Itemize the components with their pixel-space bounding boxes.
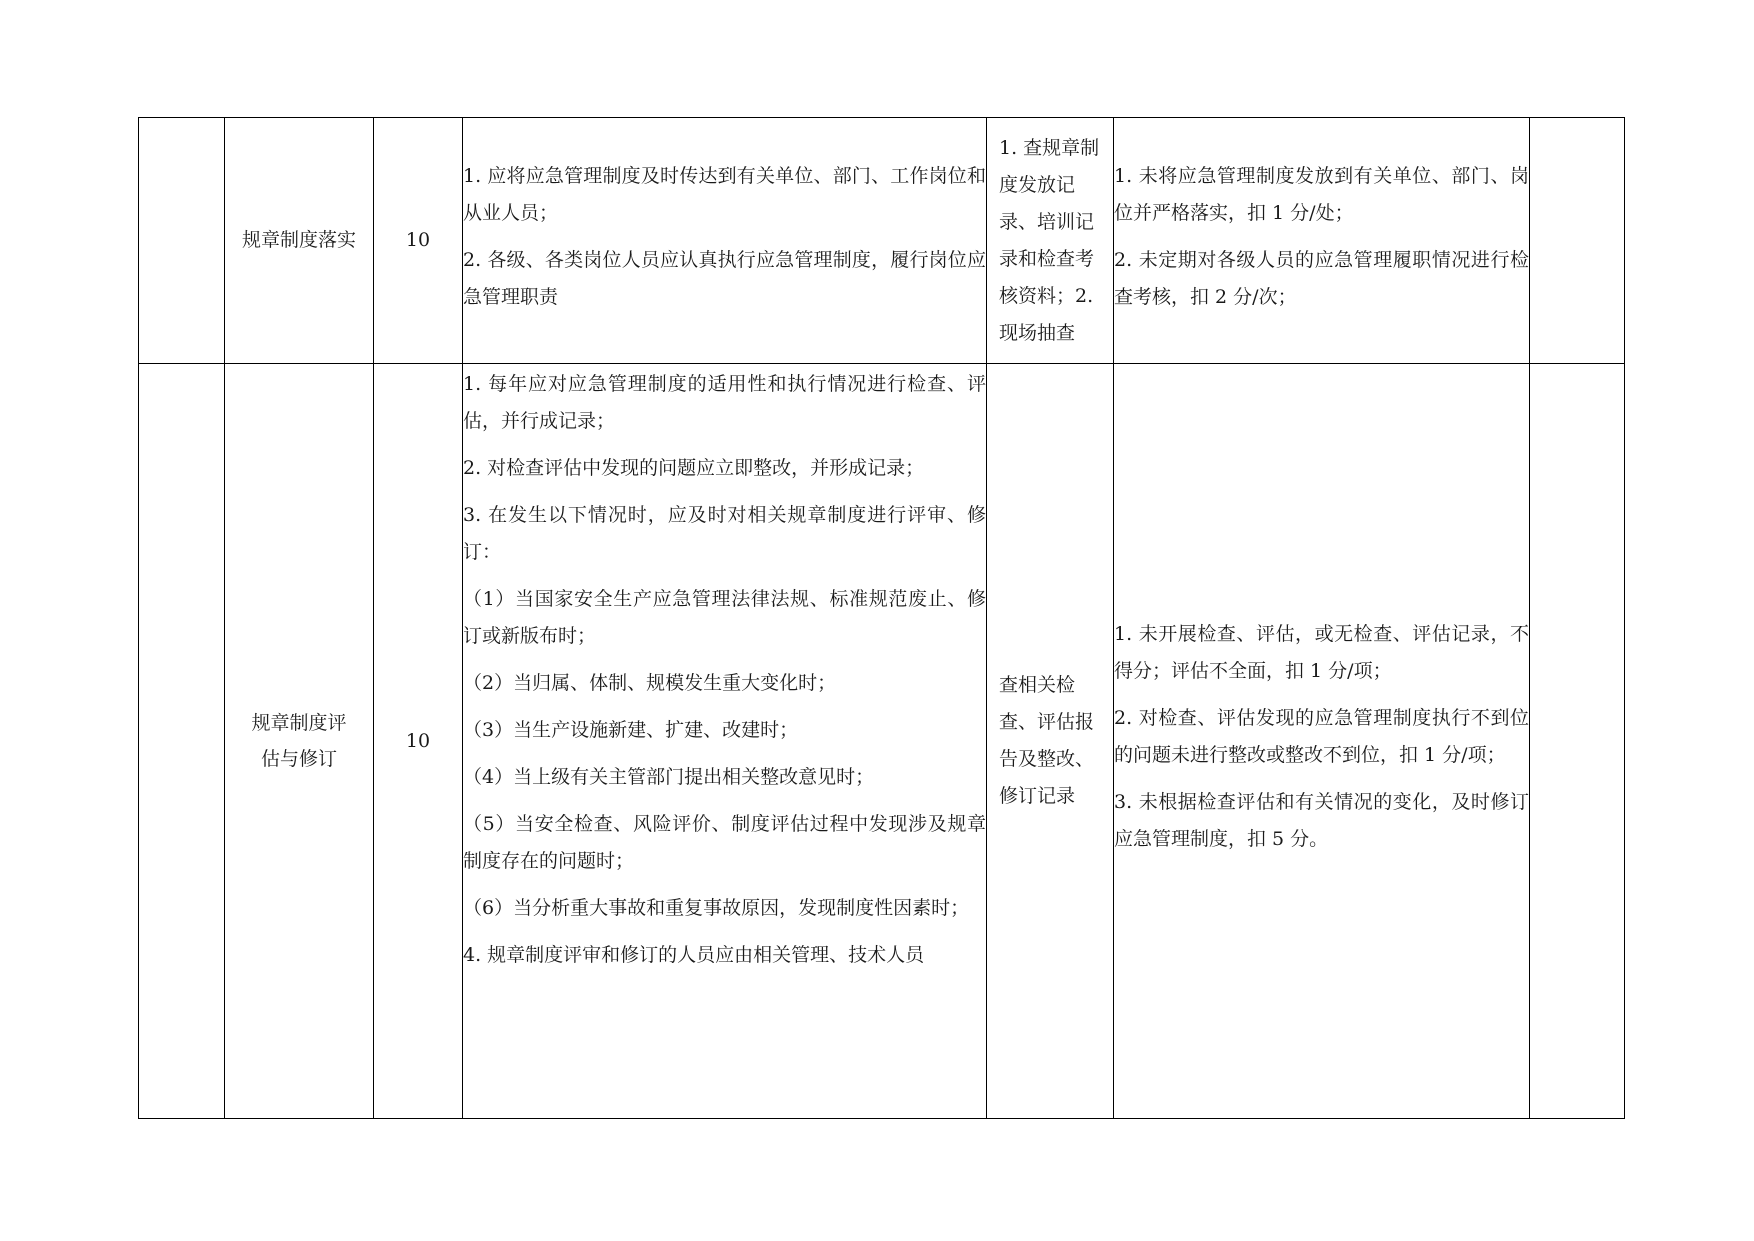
requirement-text: 3. 在发生以下情况时，应及时对相关规章制度进行评审、修订：	[463, 504, 986, 563]
requirement-text: （4）当上级有关主管部门提出相关整改意见时；	[463, 766, 875, 788]
deduction-text: 2. 对检查、评估发现的应急管理制度执行不到位的问题未进行整改或整改不到位，扣 1 分/项；	[1114, 707, 1529, 766]
table-row	[139, 364, 1625, 1119]
remarks-cell	[1530, 118, 1625, 364]
score-cell	[374, 364, 463, 1119]
requirements-cell	[463, 364, 987, 1119]
method-cell	[987, 118, 1114, 364]
score-value: 10	[405, 729, 431, 752]
table-row	[139, 118, 1625, 364]
requirement-text: （1）当国家安全生产应急管理法律法规、标准规范废止、修订或新版布时；	[463, 588, 986, 647]
method-text: 1. 查规章制度发放记录、培训记录和检查考核资料；2. 现场抽查	[999, 136, 1100, 344]
requirement-text: （6）当分析重大事故和重复事故原因，发现制度性因素时；	[463, 897, 970, 919]
item-name: 规章制度落实	[241, 229, 356, 251]
score-cell	[374, 118, 463, 364]
deductions-cell	[1114, 118, 1530, 364]
requirement-text: 1. 每年应对应急管理制度的适用性和执行情况进行检查、评估，并行成记录；	[463, 373, 986, 432]
requirement-text: 2. 对检查评估中发现的问题应立即整改，并形成记录；	[463, 457, 925, 479]
requirement-text: 1. 应将应急管理制度及时传达到有关单位、部门、工作岗位和从业人员；	[463, 164, 986, 224]
deduction-text: 2. 未定期对各级人员的应急管理履职情况进行检查考核，扣 2 分/次；	[1114, 248, 1529, 308]
requirements-cell	[463, 118, 987, 364]
requirement-text: （3）当生产设施新建、扩建、改建时；	[463, 719, 799, 741]
requirement-text: 2. 各级、各类岗位人员应认真执行应急管理制度，履行岗位应急管理职责	[463, 248, 986, 308]
requirements-list	[463, 364, 986, 1117]
deductions-cell	[1114, 364, 1530, 1119]
item-name: 规章制度评估与修订	[251, 711, 347, 770]
requirement-text: 4. 规章制度评审和修订的人员应由相关管理、技术人员	[463, 944, 925, 966]
deduction-text: 3. 未根据检查评估和有关情况的变化，及时修订应急管理制度，扣 5 分。	[1114, 791, 1529, 850]
category-cell	[139, 118, 225, 364]
remarks-cell	[1530, 364, 1625, 1119]
standard-table	[138, 117, 1625, 1119]
method-cell	[987, 364, 1114, 1119]
method-text: 查相关检查、评估报告及整改、修订记录	[999, 674, 1095, 807]
deduction-text: 1. 未将应急管理制度发放到有关单位、部门、岗位并严格落实，扣 1 分/处；	[1114, 164, 1529, 224]
requirement-text: （2）当归属、体制、规模发生重大变化时；	[463, 672, 837, 694]
item-cell	[225, 118, 374, 364]
deduction-text: 1. 未开展检查、评估，或无检查、评估记录，不得分；评估不全面，扣 1 分/项；	[1114, 623, 1529, 682]
requirement-text: （5）当安全检查、风险评价、制度评估过程中发现涉及规章制度存在的问题时；	[463, 813, 986, 872]
category-cell	[139, 364, 225, 1119]
item-cell	[225, 364, 374, 1119]
score-value: 10	[405, 229, 431, 251]
